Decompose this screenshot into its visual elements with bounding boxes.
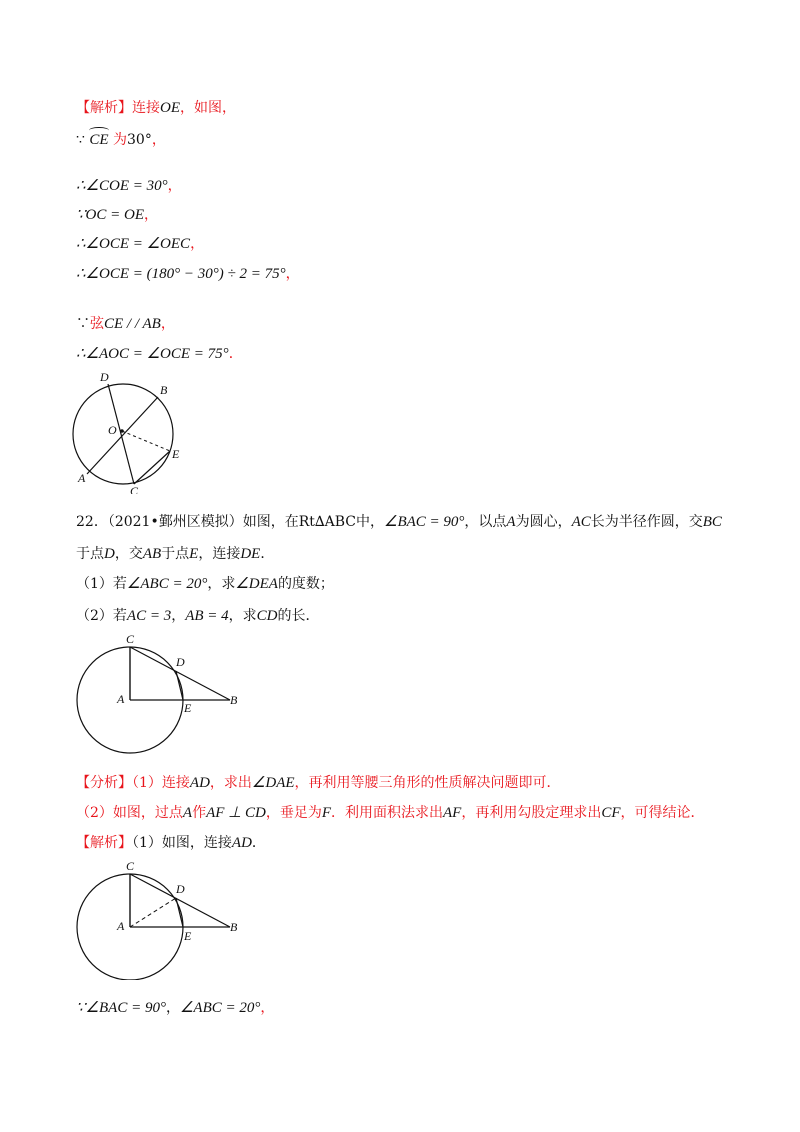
analysis-line2: [76, 803, 705, 823]
q22-part1: [76, 574, 334, 594]
text: 作: [192, 805, 207, 821]
text: 于点: [76, 546, 104, 562]
math-coe: ∴∠COE = 30°: [76, 178, 168, 194]
label-a: A: [117, 919, 125, 933]
comma: ，: [151, 132, 166, 148]
text: ，求: [207, 576, 236, 592]
q22-line1: [76, 512, 722, 532]
text: ，再利用等腰三角形的性质解决问题即可．: [294, 775, 561, 791]
math-30deg: 30°: [127, 132, 152, 148]
text: ，求出: [209, 775, 252, 791]
math-cd: CD: [256, 608, 278, 624]
text: 的度数；: [277, 576, 334, 592]
math-dae: ∠DAE: [251, 775, 295, 791]
label-b: B: [160, 383, 168, 397]
solution22-line1: [76, 833, 266, 853]
label-d: D: [100, 370, 109, 384]
figure-circle-o: [60, 364, 190, 494]
label-o: O: [108, 423, 117, 437]
text: ，垂足为: [265, 805, 322, 821]
label-e: E: [184, 701, 192, 715]
text: 的长．: [277, 608, 320, 624]
math-ac: AC: [571, 514, 591, 530]
solution-tag: 【解析】: [76, 100, 132, 116]
math-a: A: [506, 514, 516, 530]
step-oc-oe: [76, 205, 158, 225]
text: ．利用面积法求出: [331, 805, 443, 821]
math-ad: AD: [231, 835, 252, 851]
comma: ，: [160, 316, 175, 332]
text-chord: 弦: [90, 316, 104, 332]
math-ab-4: AB = 4: [185, 608, 229, 624]
math-af: AF: [443, 805, 462, 821]
comma: ，: [190, 236, 205, 252]
text: ，: [171, 608, 186, 624]
text: 长为半径作圆，交: [590, 514, 703, 530]
comma: ，: [167, 178, 182, 194]
text: ．: [251, 835, 266, 851]
text: ，可得结论．: [620, 805, 705, 821]
math-abc-20: ∠ABC = 20°: [179, 1000, 261, 1016]
math-oce-oec: ∴∠OCE = ∠OEC: [76, 236, 191, 252]
label-d: D: [176, 655, 185, 669]
step-chord-parallel: [76, 314, 175, 334]
step-oce-oec: [76, 234, 204, 254]
label-c: C: [130, 484, 139, 494]
math-arc-ce: CE: [89, 132, 109, 148]
solution22-last-line: [76, 998, 274, 1018]
q22-part2: [76, 606, 320, 626]
math-rt-abc: Rt∆ABC: [298, 514, 357, 530]
comma: ，: [285, 266, 300, 282]
text: （1）若: [76, 576, 127, 592]
analysis-tag: 【分析】: [76, 775, 132, 791]
text: （1）如图，连接: [132, 835, 232, 851]
label-a: A: [78, 471, 86, 485]
step-aoc: [76, 344, 243, 364]
text: ，以点: [464, 514, 507, 530]
text: ．: [260, 546, 275, 562]
label-e: E: [172, 447, 180, 461]
text: （2）如图，过点: [76, 805, 183, 821]
math-bac-90: ∵∠BAC = 90°: [76, 1000, 166, 1016]
math-oe: OE: [160, 100, 180, 116]
math-abc-20: ∠ABC = 20°: [126, 576, 208, 592]
period: ．: [228, 346, 243, 362]
text: 为圆心，: [515, 514, 572, 530]
text: ，再利用勾股定理求出: [461, 805, 602, 821]
text: ，求: [228, 608, 257, 624]
analysis-line1: [76, 773, 561, 793]
q22-line2: [76, 544, 274, 564]
math-aoc: ∴∠AOC = ∠OCE = 75°: [76, 346, 229, 362]
comma: ，: [260, 1000, 275, 1016]
step-oce-75: [76, 264, 300, 284]
math-dea: ∠DEA: [235, 576, 278, 592]
math-oce-75: ∴∠OCE = (180° − 30°) ÷ 2 = 75°: [76, 266, 286, 282]
label-c: C: [126, 859, 135, 873]
solution-tag: 【解析】: [76, 835, 132, 851]
label-c: C: [126, 632, 135, 646]
step-coe: [76, 176, 182, 196]
math-f: F: [321, 805, 331, 821]
figure-triangle-circle: [70, 630, 250, 755]
figure-triangle-circle-dashed: [70, 855, 250, 980]
q22-source: 22．（2021•鄞州区模拟）如图，在: [76, 514, 299, 530]
math-ce-parallel-ab: CE / / AB: [104, 316, 161, 332]
text-as-figure: ，如图，: [180, 100, 236, 116]
math-ac-3: AC = 3: [126, 608, 172, 624]
label-b: B: [230, 693, 238, 707]
math-af-perp-cd: AF ⊥ CD: [206, 805, 266, 821]
comma: ，: [165, 1000, 180, 1016]
math-oc-oe: ∵OC = OE: [76, 207, 144, 223]
label-b: B: [230, 920, 238, 934]
text: 中，: [356, 514, 385, 530]
math-de: DE: [240, 546, 261, 562]
label-e: E: [184, 929, 192, 943]
text-is: 为: [113, 132, 127, 148]
math-cf: CF: [601, 805, 621, 821]
math-ab: AB: [142, 546, 162, 562]
because-symbol: ∵: [76, 132, 85, 148]
math-d: D: [104, 546, 115, 562]
text-connect: 连接: [132, 100, 160, 116]
text: 于点: [161, 546, 190, 562]
text: （1）连接: [132, 775, 190, 791]
math-ad: AD: [189, 775, 210, 791]
math-e: E: [189, 546, 199, 562]
label-a: A: [117, 692, 125, 706]
math-a: A: [182, 805, 193, 821]
math-bac-90: ∠BAC = 90°: [384, 514, 465, 530]
math-bc: BC: [702, 514, 722, 530]
because-symbol: ∵: [76, 316, 90, 332]
text: ，交: [114, 546, 143, 562]
comma: ，: [144, 207, 158, 223]
solution-header-line: [76, 98, 236, 118]
arc-line: [76, 130, 166, 150]
text: （2）若: [76, 608, 127, 624]
text: ，连接: [198, 546, 241, 562]
label-d: D: [176, 882, 185, 896]
